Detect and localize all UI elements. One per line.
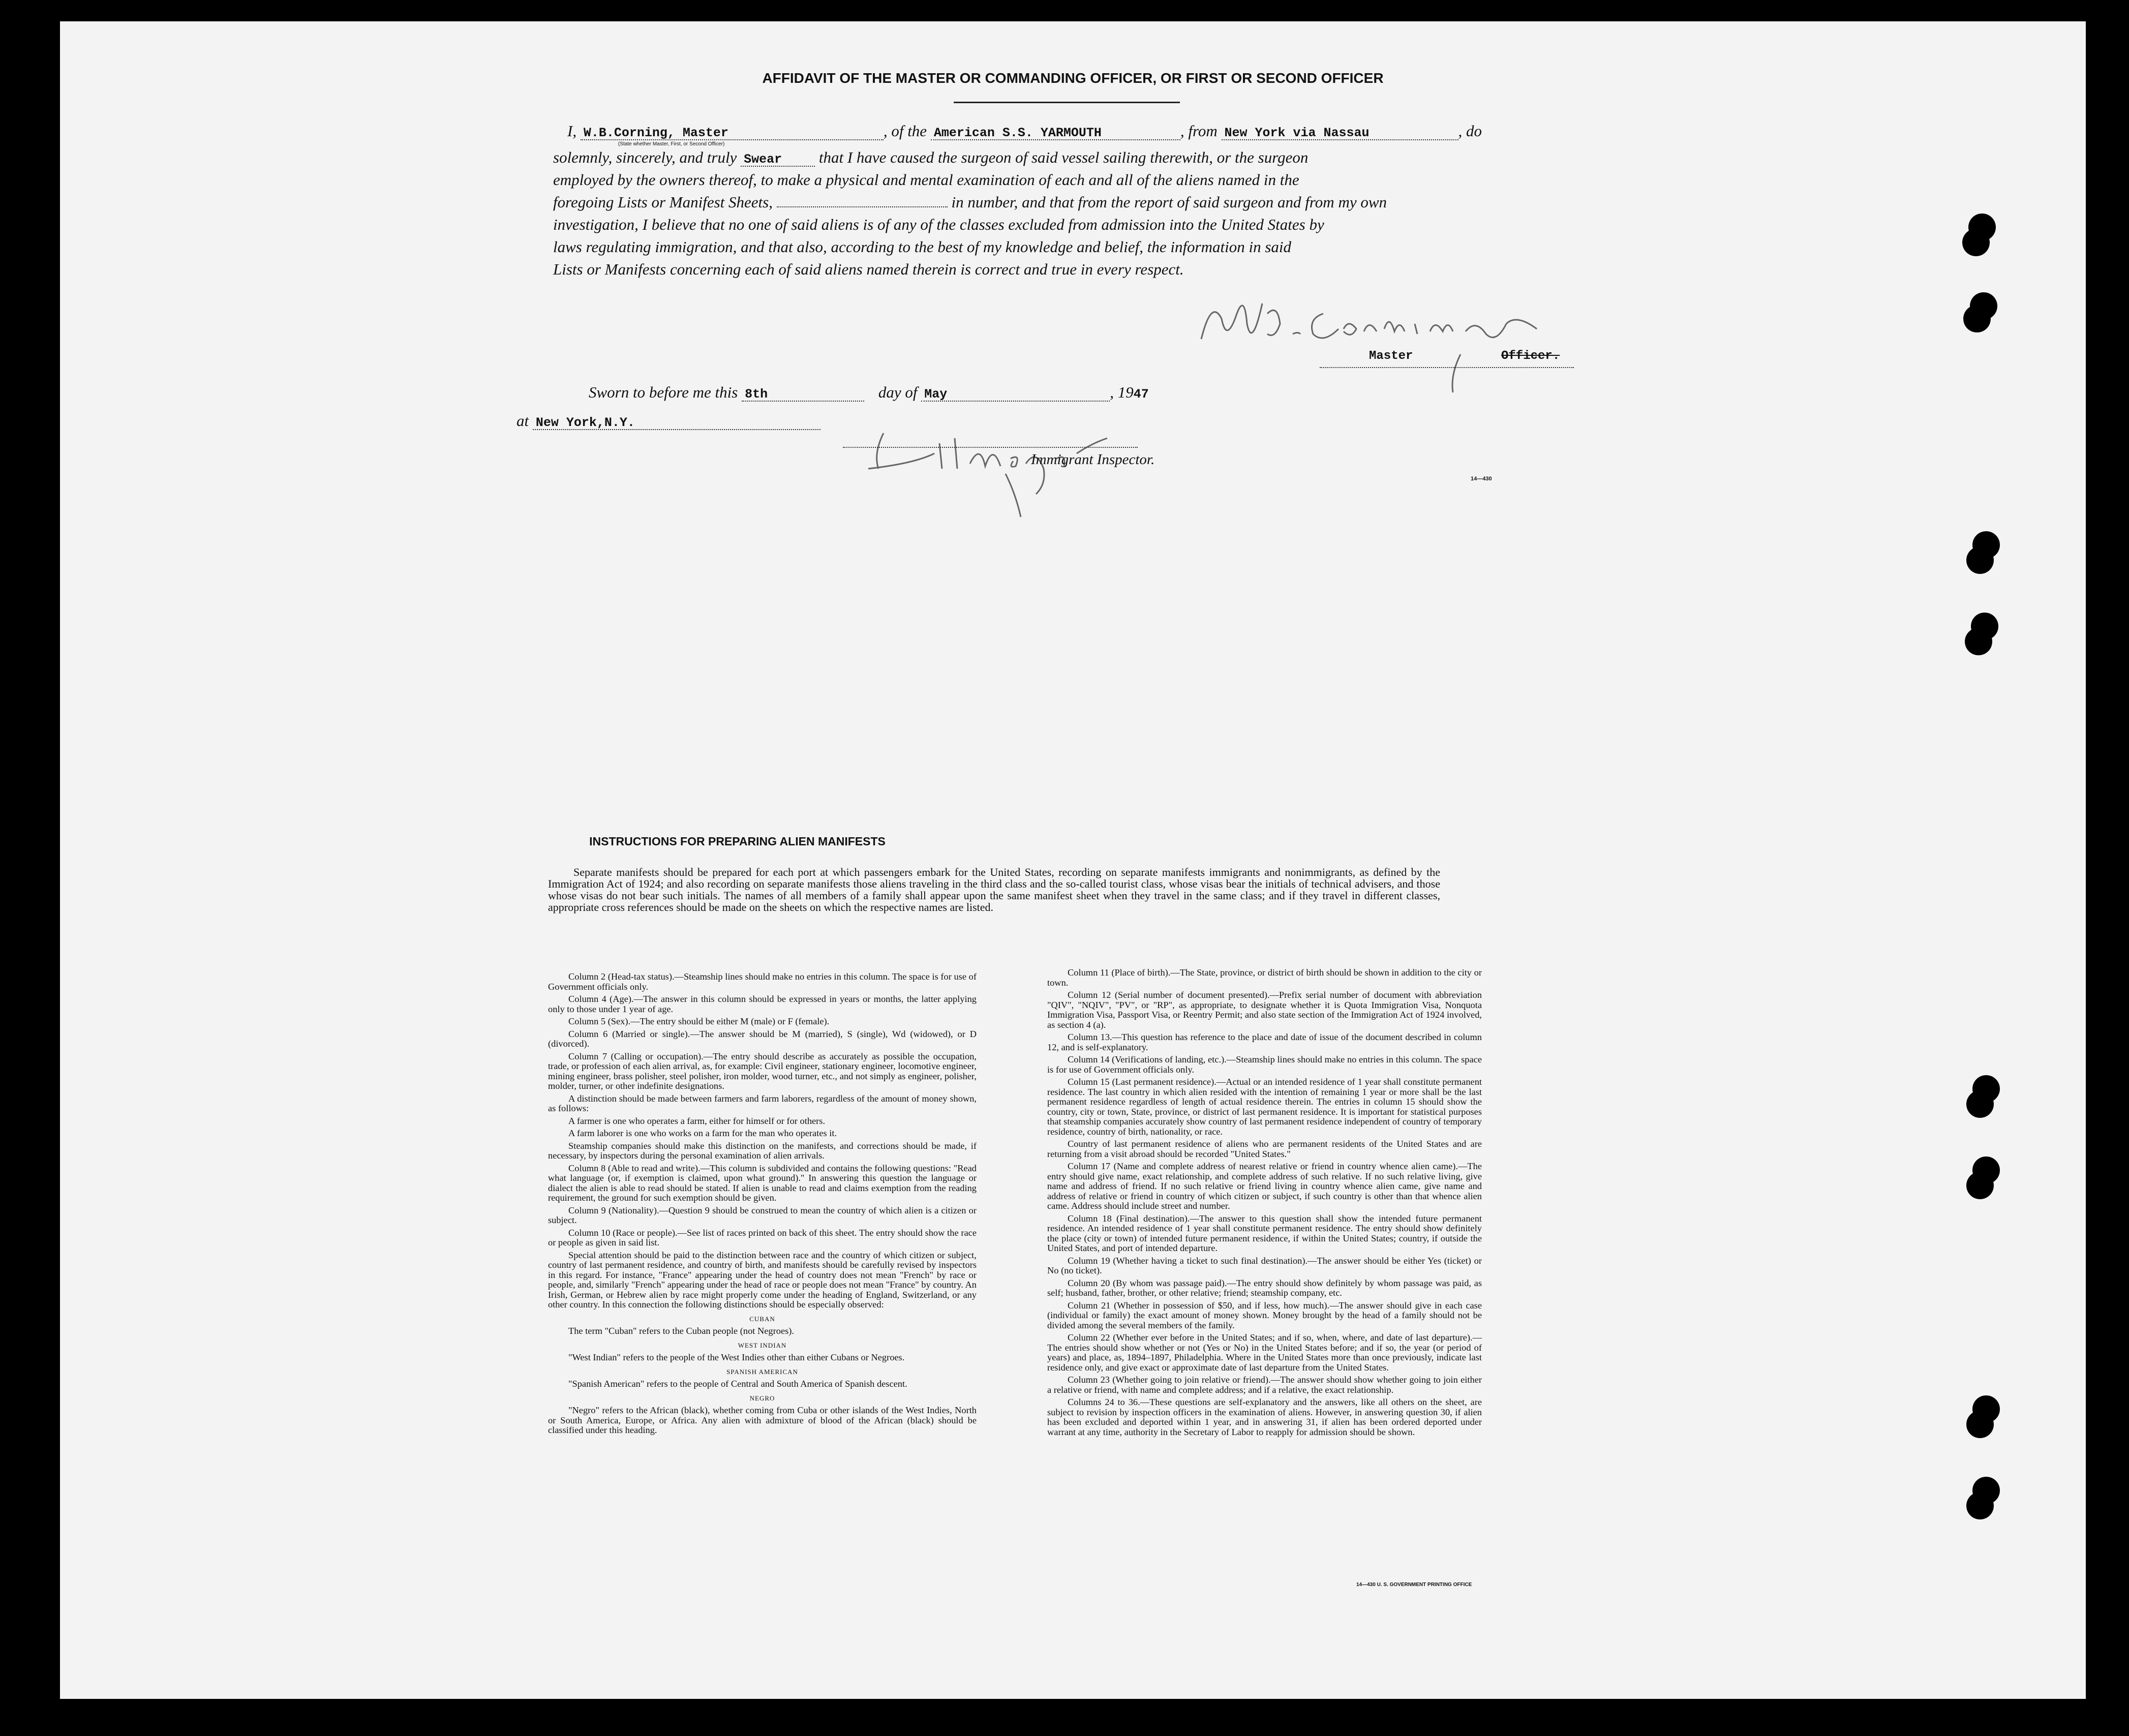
right-paragraph: Country of last permanent residence of aliens who are permanent residents of the United States and are returning from a visit abroad should be recorded "United States."	[1047, 1139, 1482, 1159]
left-paragraph: Steamship companies should make this distinction on the manifests, and corrections should be made, if necessary, by inspectors during the personal examination of alien arrivals.	[548, 1140, 977, 1161]
left-paragraph: Column 6 (Married or single).—The answer should be M (married), S (single), Wd (widowed), or D (divorced).	[548, 1028, 977, 1049]
left-paragraph: Column 7 (Calling or occupation).—The entry should describe as accurately as possible the occupation, trade, or profession of each alien arrival, as, for example: Civil engineer, stationary engineer, locomotive engineer, mining engineer, brass polisher, steel polisher, iron molder, wood turner, etc., and not simply as engineer, polisher, molder, turner, or other indefinite designations.	[548, 1051, 977, 1091]
port-field: New York via Nassau	[1222, 127, 1458, 140]
form-number: 14—430	[1471, 476, 1492, 482]
binder-hole	[1966, 1090, 1994, 1118]
instructions-left-column	[548, 972, 977, 1438]
left-paragraph: A farm laborer is one who works on a farm for the man who operates it.	[568, 1128, 837, 1138]
affidavit-line-4: foregoing Lists or Manifest Sheets, in number, and that from the report of said surgeon and from my own	[553, 193, 1387, 211]
instructions-intro: Separate manifests should be prepared for each port at which passengers embark for the United States, recording on separate manifests immigrants and nonimmigrants, as defined by the Immigration Act of 1924; and also recording on separate manifests those aliens traveling in the third class and the so-called tourist class, whose visas bear the initials of technical advisers, and those whose visas do not bear such initials. The names of all members of a family shall appear upon the same manifest sheet when they travel in the same class; and if they travel in different classes, appropriate cross references should be made on the sheets on which the respective names are listed.	[548, 866, 1440, 913]
state-note: (State whether Master, First, or Second Officer)	[618, 141, 725, 147]
signature-title-struck: Officer.	[1501, 349, 1560, 363]
race-heading: CUBAN	[749, 1315, 775, 1323]
right-paragraph: Column 20 (By whom was passage paid).—The entry should show definitely by whom passage was paid, as self; husband, father, brother, or other relative; friend; steamship company, etc.	[1047, 1277, 1482, 1298]
left-paragraph: A distinction should be made between farmers and farm laborers, regardless of the amount of money shown, as follows:	[548, 1093, 977, 1113]
binder-hole	[1962, 229, 1990, 256]
right-paragraph: Column 23 (Whether going to join relative or friend).—The answer should show whether going to join either a relative or friend, with name and complete address; and if a relative, the exact relationship.	[1047, 1375, 1482, 1395]
race-definition: "West Indian" refers to the people of the West Indies other than either Cubans or Negroes.	[568, 1352, 905, 1362]
instructions-title: INSTRUCTIONS FOR PREPARING ALIEN MANIFESTS	[589, 835, 886, 848]
at-line: at New York,N.Y.	[516, 413, 820, 430]
right-paragraph: Column 19 (Whether having a ticket to such final destination).—The answer should be either Yes (ticket) or No (no ticket).	[1047, 1255, 1482, 1275]
left-paragraph: Column 10 (Race or people).—See list of races printed on back of this sheet. The entry should show the race or people as given in said list.	[548, 1227, 977, 1247]
right-paragraph: Column 12 (Serial number of document presented).—Prefix serial number of document with abbreviation "QIV", "NQIV", "PV", or "RP", as appropriate, to designate whether it is Quota Immigration Visa, Nonquota Immigration Visa, Passport Visa, or Reentry Permit; and also state section of the Immigration Act of 1924 involved, as section 4 (a).	[1047, 990, 1482, 1030]
affidavit-title: AFFIDAVIT OF THE MASTER OR COMMANDING OFFICER, OR FIRST OR SECOND OFFICER	[762, 70, 1384, 86]
race-definition: "Spanish American" refers to the people of Central and South America of Spanish descent.	[568, 1379, 907, 1389]
right-paragraph: Column 18 (Final destination).—The answer to this question shall show the intended future permanent residence. An intended residence of 1 year shall constitute permanent residence. The entry should show definitely the place (city or town) of intended future permanent residence, if within the United States; country, if outside the United States, and port of intended departure.	[1047, 1213, 1482, 1253]
right-paragraph: Column 22 (Whether ever before in the United States; and if so, when, where, and date of last departure).—The entries should show whether or not (Yes or No) in the United States before; and if so, the year (or period of years) and place, as, 1894–1897, Philadelphia. Where in the United States more than once previously, indicate last residence only, and give exact or approximate date of last departure from the United States.	[1047, 1332, 1482, 1373]
printer-imprint: 14—430 U. S. GOVERNMENT PRINTING OFFICE	[1356, 1582, 1472, 1588]
left-paragraph: Column 8 (Able to read and write).—This column is subdivided and contains the following questions: "Read what language (or, if exemption is claimed, upon what ground)." In answering this question the language or dialect the alien is able to read should be stated. If alien is unable to read and claims exemption from the reading requirement, the ground for such exemption should be given.	[548, 1163, 977, 1203]
affidavit-line-1: I, W.B.Corning, Master , of the American S.S. YARMOUTH , from New York via Nassau , do	[567, 122, 1482, 140]
left-paragraph: Special attention should be paid to the distinction between race and the country of which citizen or subject, country of last permanent residence, and country of birth, and manifests should be carefully revised by inspectors in this regard. For instance, "France" appearing under the head of country does not mean "French" by race or people, and, similarly "French" appearing under the head of race or people does not mean "France" by country. An Irish, German, or Hebrew alien by race might properly come under the heading of England, Switzerland, or any other country. In this connection the following distinctions should be especially observed:	[548, 1250, 977, 1309]
place-field: New York,N.Y.	[533, 416, 820, 430]
affidavit-line-6: laws regulating immigration, and that also, according to the best of my knowledge and belief, the information in said	[553, 238, 1292, 256]
inspector-label: Immigrant Inspector.	[1031, 451, 1155, 468]
right-paragraph: Column 21 (Whether in possession of $50, and if less, how much).—The answer should give in each case (individual or family) the exact amount of money shown. Money brought by the head of a family should not be divided among the several members of the family.	[1047, 1300, 1482, 1330]
affidavit-line-5: investigation, I believe that no one of said aliens is of any of the classes excluded from admission into the United States by	[553, 216, 1324, 233]
right-paragraph: Column 17 (Name and complete address of nearest relative or friend in country whence alien came).—The entry should give name, exact relationship, and complete address of such relative. If no such relative living, give name and address of friend. If no such relative or friend living in country whence alien came, give name and address of relative or friend in country of which citizen or subject, if such country is other than that whence alien came. Address should include street and number.	[1047, 1161, 1482, 1211]
instructions-right-column	[1047, 968, 1482, 1440]
vessel-field: American S.S. YARMOUTH	[931, 127, 1180, 140]
race-definition: "Negro" refers to the African (black), whether coming from Cuba or other islands of the West Indies, North or South America, Europe, or Africa. Any alien with admixture of blood of the African (black) should be classified under this heading.	[548, 1405, 977, 1435]
left-paragraph: Column 2 (Head-tax status).—Steamship lines should make no entries in this column. The space is for use of Government officials only.	[548, 971, 977, 992]
left-paragraph: Column 4 (Age).—The answer in this column should be expressed in years or months, the latter applying only to those under 1 year of age.	[548, 994, 977, 1014]
master-name-field: W.B.Corning, Master	[581, 127, 884, 140]
right-paragraph: Column 13.—This question has reference to the place and date of issue of the document described in column 12, and is self-explanatory.	[1047, 1032, 1482, 1052]
right-paragraph: Column 15 (Last permanent residence).—Actual or an intended residence of 1 year shall constitute permanent residence. The last country in which alien resided with the intention of remaining 1 year or more shall be the last permanent residence regardless of length of actual residence therein. The entries in column 15 should show the country, city or town, State, province, or district of last permanent residence. It is important for statistical purposes that steamship companies accurately show country of last permanent residence independent of country of temporary residence, country of birth, nationality, or race.	[1047, 1077, 1482, 1137]
race-definition: The term "Cuban" refers to the Cuban people (not Negroes).	[568, 1326, 794, 1336]
title-rule	[954, 102, 1180, 103]
signature-title-typed: Master	[1369, 349, 1413, 363]
affidavit-line-3: employed by the owners thereof, to make a physical and mental examination of each and all of the aliens named in the	[553, 171, 1299, 189]
sworn-year: 47	[1133, 387, 1149, 402]
binder-hole	[1966, 1172, 1994, 1199]
affidavit-line-2: solemnly, sincerely, and truly Swear that I have caused the surgeon of said vessel sailing therewith, or the surgeon	[553, 148, 1309, 167]
sworn-month-field: May	[921, 388, 1110, 402]
binder-hole	[1966, 1411, 1994, 1438]
sworn-line: Sworn to before me this 8th day of May , 1947	[589, 383, 1149, 402]
right-paragraph: Columns 24 to 36.—These questions are self-explanatory and the answers, like all others on the sheet, are subject to revision by inspection officers in the examination of aliens. However, in answering question 30, if alien has been excluded and deported within 1 year, and in answering 31, if alien has been ordered deported under warrant at any time, authority in the Secretary of Labor to reapply for admission should be shown.	[1047, 1397, 1482, 1437]
right-paragraph: Column 14 (Verifications of landing, etc.).—Steamship lines should make no entries in this column. The space is for use of Government officials only.	[1047, 1054, 1482, 1075]
binder-hole	[1966, 546, 1994, 574]
binder-hole	[1965, 628, 1992, 655]
binder-hole	[1963, 305, 1991, 332]
signature-line	[1320, 367, 1574, 368]
race-heading: SPANISH AMERICAN	[726, 1367, 798, 1376]
left-paragraph: Column 9 (Nationality).—Question 9 should be construed to mean the country of which alien is a citizen or subject.	[548, 1205, 977, 1225]
inspector-signature-line	[843, 447, 1138, 448]
affidavit-line-7: Lists or Manifests concerning each of said aliens named therein is correct and true in every respect.	[553, 260, 1184, 278]
binder-hole	[1966, 1492, 1994, 1519]
document-sheet	[60, 21, 2086, 1699]
left-paragraph: Column 5 (Sex).—The entry should be either M (male) or F (female).	[568, 1016, 830, 1026]
oath-field: Swear	[741, 153, 815, 167]
inspector-signature	[853, 423, 1117, 520]
master-signature	[1191, 283, 1557, 395]
race-heading: WEST INDIAN	[738, 1341, 787, 1349]
right-paragraph: Column 11 (Place of birth).—The State, province, or district of birth should be shown in addition to the city or town.	[1047, 967, 1482, 988]
left-paragraph: A farmer is one who operates a farm, either for himself or for others.	[568, 1115, 826, 1126]
number-field	[777, 206, 948, 207]
sworn-day-field: 8th	[742, 388, 864, 402]
race-heading: NEGRO	[749, 1394, 775, 1402]
